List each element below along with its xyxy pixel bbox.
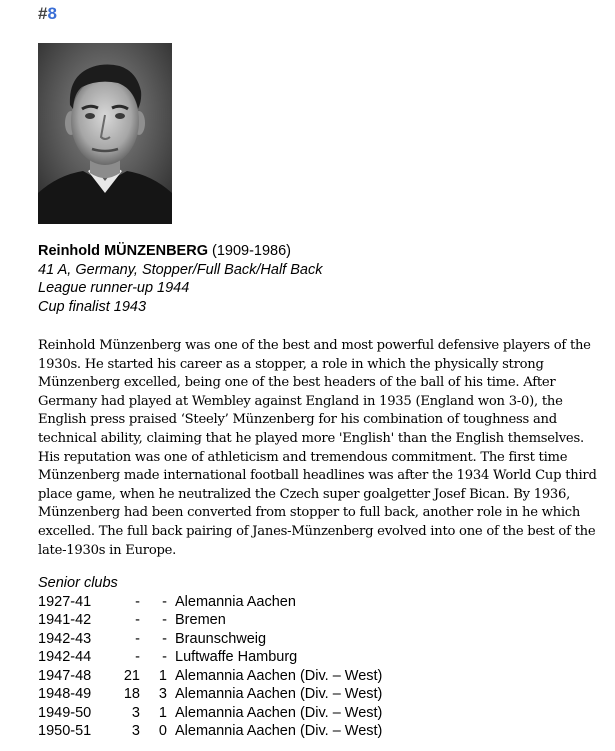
club-goals: - bbox=[162, 649, 167, 665]
club-name: Alemannia Aachen (Div. – West) bbox=[175, 723, 383, 739]
club-years: 1950-51 bbox=[38, 723, 92, 739]
player-header bbox=[38, 242, 598, 316]
club-goals: 3 bbox=[158, 686, 167, 702]
club-appearances: 18 bbox=[123, 686, 140, 702]
club-years: 1949-50 bbox=[38, 704, 92, 721]
club-row bbox=[38, 630, 382, 649]
rank-hash: # bbox=[38, 4, 48, 23]
club-goals: - bbox=[162, 630, 167, 647]
club-appearances: - bbox=[135, 593, 140, 610]
player-honour-cup: Cup finalist 1943 bbox=[38, 298, 147, 315]
club-row bbox=[38, 704, 382, 723]
club-appearances: - bbox=[135, 649, 140, 665]
club-name: Alemannia Aachen (Div. – West) bbox=[175, 704, 383, 721]
club-years: 1948-49 bbox=[38, 686, 92, 702]
club-name: Bremen bbox=[175, 612, 226, 628]
club-years: 1942-43 bbox=[38, 630, 92, 647]
club-goals: - bbox=[162, 593, 167, 610]
senior-clubs-table bbox=[38, 574, 382, 741]
senior-clubs-heading: Senior clubs bbox=[38, 575, 118, 591]
club-appearances: 3 bbox=[131, 723, 140, 739]
player-photo bbox=[38, 43, 172, 224]
club-years: 1927-41 bbox=[38, 593, 92, 610]
club-row bbox=[38, 593, 382, 612]
club-appearances: - bbox=[135, 612, 140, 628]
club-row bbox=[38, 611, 382, 630]
player-info: 41 A, Germany, Stopper/Full Back/Half Back bbox=[38, 261, 323, 278]
club-row bbox=[38, 667, 382, 686]
player-biography: Reinhold Münzenberg was one of the best and most powerful defensive players of the 1930s. He started his career as a stopper, a role in which the physically strong Münzenberg excelled, being one of the best headers of the ball of his time. After Germany had played at Wembley against England in 1935 (England won 3-0), the English press praised ‘Steely’ Münzenberg for his combination of toughness and technical ability, claiming that he played more 'English' than the English themselves. His reputation was one of athleticism and tremendous commitment. The first time Münzenberg made international football headlines was after the 1934 World Cup third place game, when he neutralized the Czech super goalgetter Josef Bican. By 1936, Münzenberg had been converted from stopper to full back, another role in he which excelled. The full back pairing of Janes-Münzenberg evolved into one of the best of the late-1930s in Europe. bbox=[38, 338, 597, 558]
club-goals: 1 bbox=[158, 704, 167, 721]
player-last-name: MÜNZENBERG bbox=[104, 243, 208, 259]
club-appearances: - bbox=[135, 630, 140, 647]
club-years: 1942-44 bbox=[38, 649, 92, 665]
club-goals: 1 bbox=[158, 667, 167, 684]
player-name-line bbox=[38, 242, 598, 261]
club-name: Braunschweig bbox=[175, 630, 267, 647]
club-name: Alemannia Aachen (Div. – West) bbox=[175, 667, 383, 684]
player-portrait-icon bbox=[38, 43, 172, 224]
club-appearances: 3 bbox=[131, 704, 140, 721]
club-row bbox=[38, 722, 382, 741]
club-name: Alemannia Aachen bbox=[175, 593, 296, 610]
club-appearances: 21 bbox=[123, 667, 140, 684]
club-goals: - bbox=[162, 612, 167, 628]
club-name: Luftwaffe Hamburg bbox=[175, 649, 298, 665]
club-name: Alemannia Aachen (Div. – West) bbox=[175, 686, 383, 702]
club-years: 1941-42 bbox=[38, 612, 92, 628]
club-goals: 0 bbox=[158, 723, 167, 739]
rank-number-link[interactable]: 8 bbox=[47, 4, 57, 23]
senior-clubs-rows bbox=[38, 593, 382, 741]
club-row bbox=[38, 685, 382, 704]
player-first-name: Reinhold bbox=[38, 243, 101, 259]
club-row bbox=[38, 648, 382, 667]
club-years: 1947-48 bbox=[38, 667, 92, 684]
rank-number bbox=[38, 4, 57, 24]
player-honour-league: League runner-up 1944 bbox=[38, 280, 190, 296]
player-years: (1909-1986) bbox=[212, 243, 292, 259]
